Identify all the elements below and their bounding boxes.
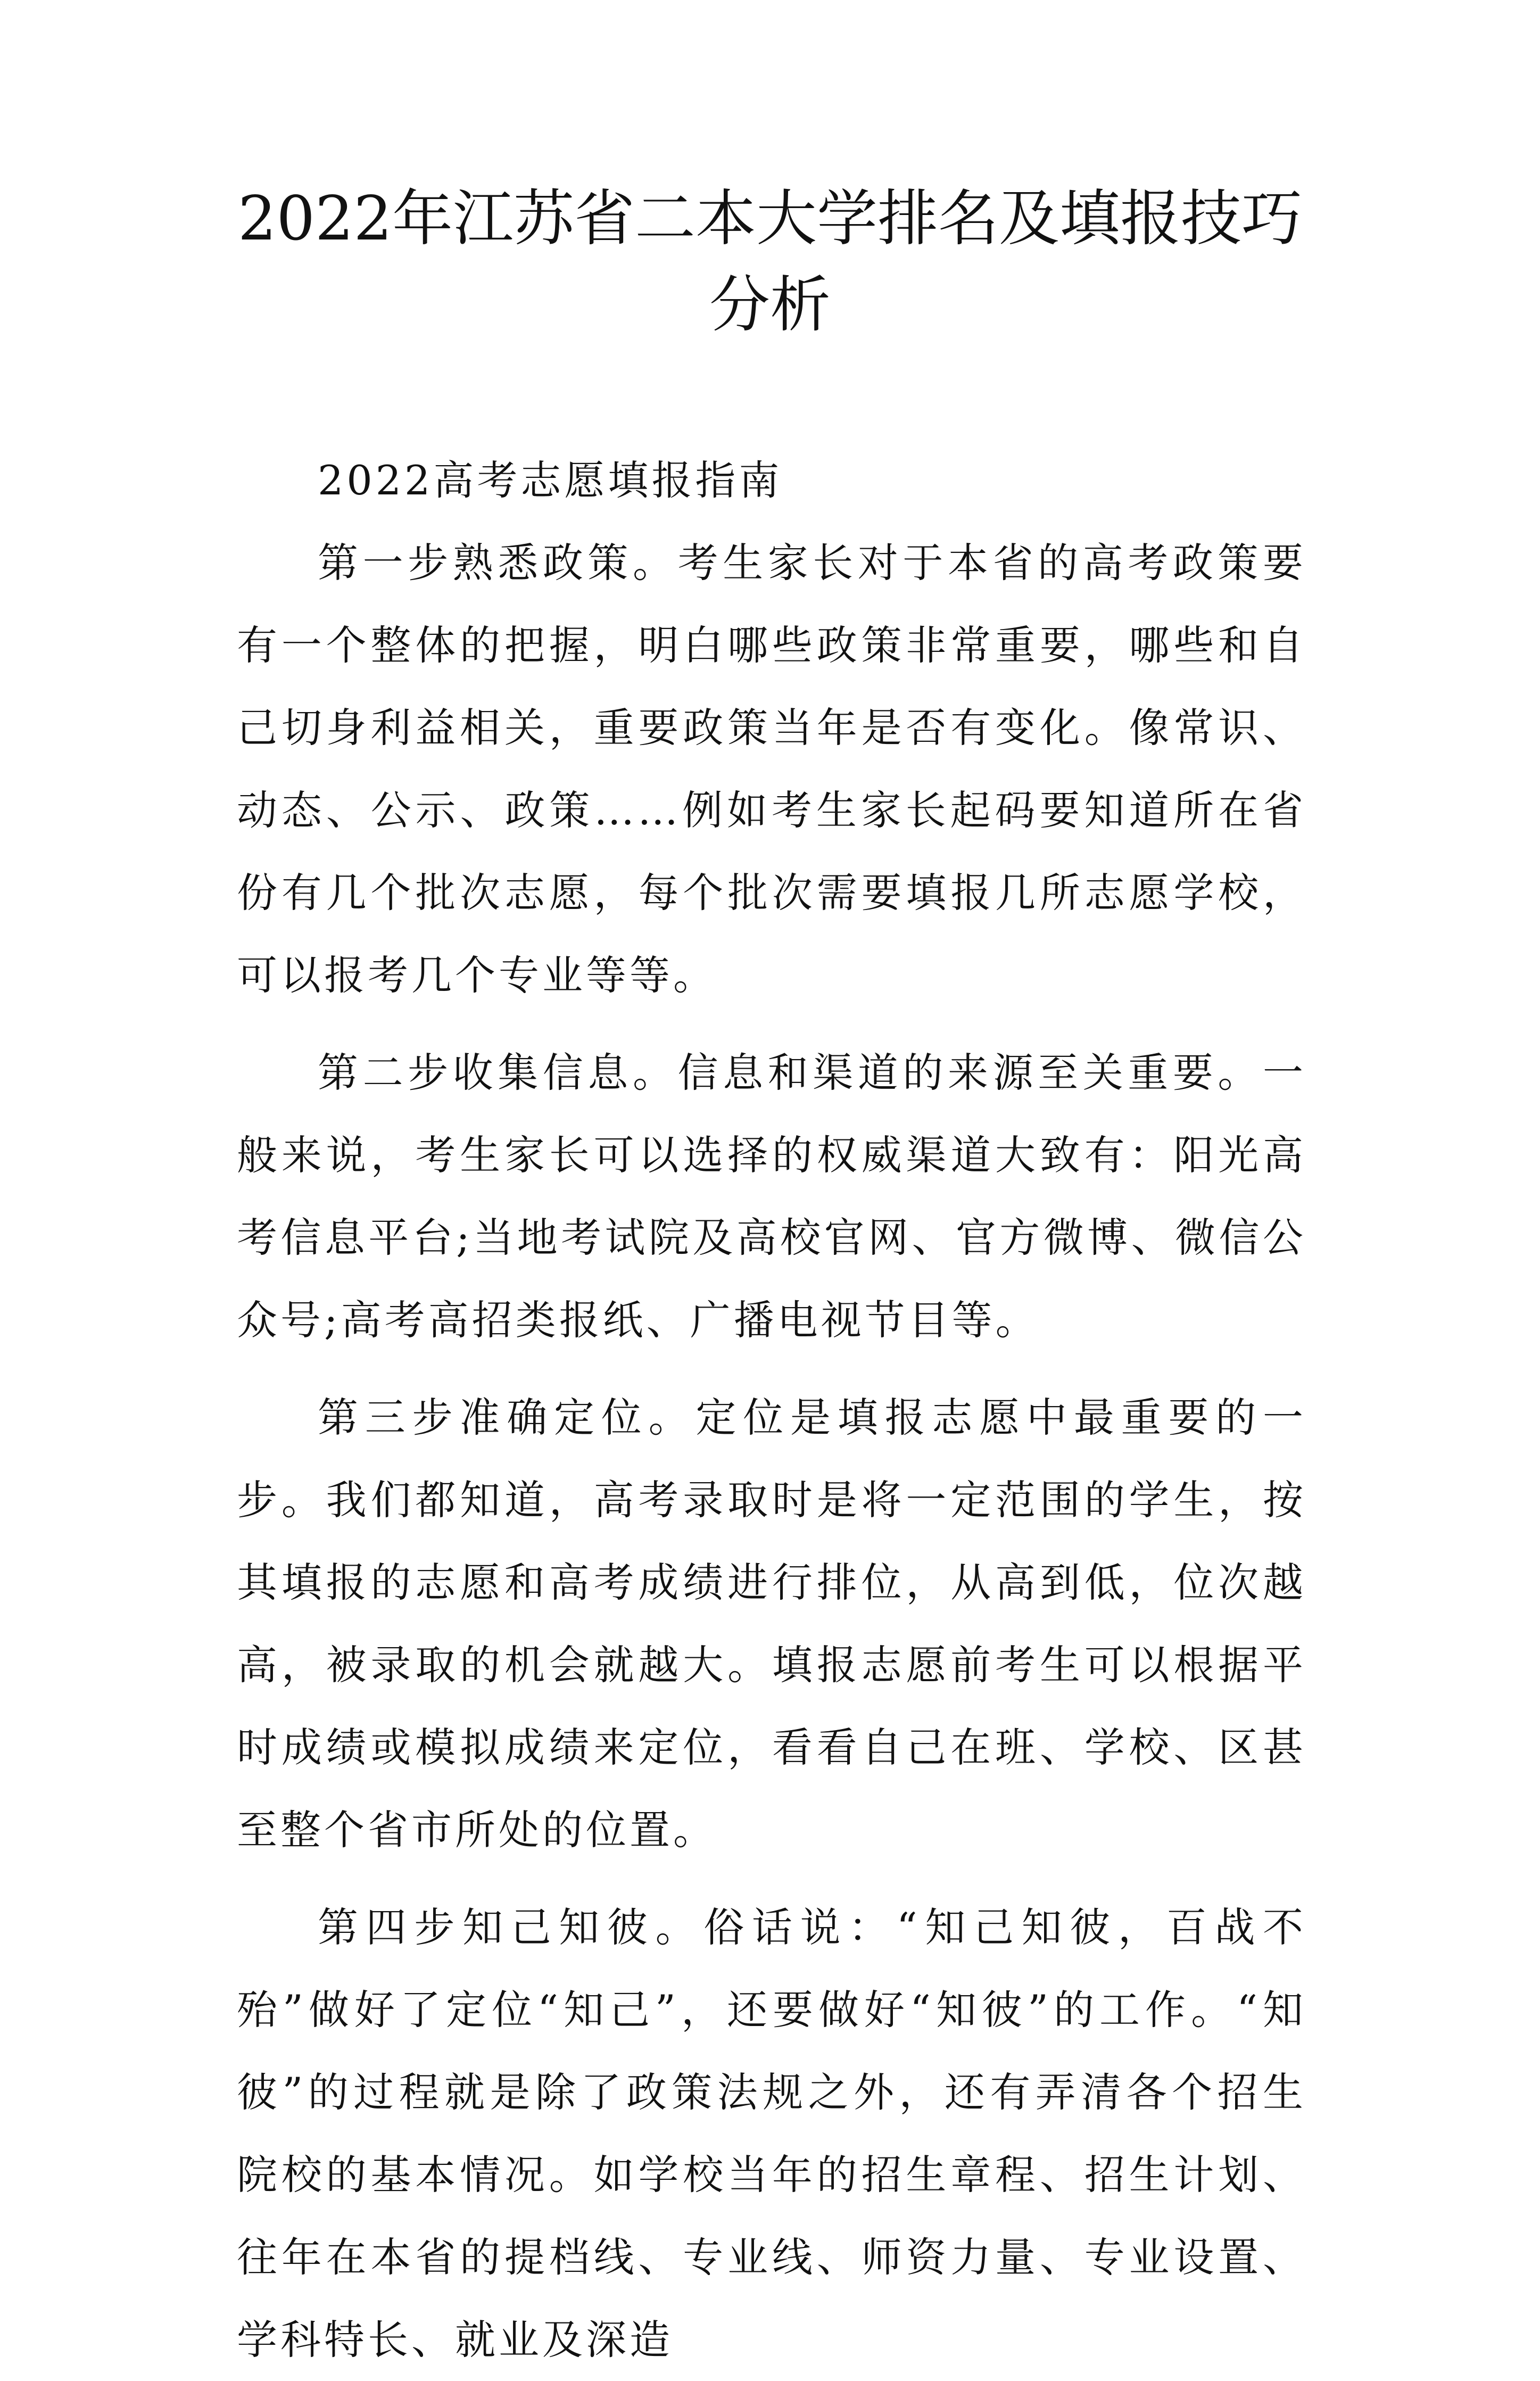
paragraph-step-1: 第一步熟悉政策。考生家长对于本省的高考政策要有一个整体的把握，明白哪些政策非常重要，哪些和自己切身利益相关，重要政策当年是否有变化。像常识、动态、公示、政策……例如考生家长起码要知道所在省份有几个批次志愿，每个批次需要填报几所志愿学校，可以报考几个专业等等。 [237, 539, 1306, 999]
document-body [237, 439, 1306, 2381]
guide-heading: 2022高考志愿填报指南 [318, 457, 783, 504]
document-title: 2022年江苏省二本大学排名及填报技巧分析 [237, 183, 1303, 340]
paragraph-step-2: 第二步收集信息。信息和渠道的来源至关重要。一般来说，考生家长可以选择的权威渠道大致有：阳光高考信息平台;当地考试院及高校官网、官方微博、微信公众号;高考高招类报纸、广播电视节目等。 [237, 1049, 1306, 1344]
paragraph-step-4: 第四步知己知彼。俗话说：“知己知彼，百战不殆”做好了定位“知己”，还要做好“知彼”的工作。“知彼”的过程就是除了政策法规之外，还有弄清各个招生院校的基本情况。如学校当年的招生章程、招生计划、往年在本省的提档线、专业线、师资力量、专业设置、学科特长、就业及深造 [237, 1904, 1306, 2363]
paragraph-step-3: 第三步准确定位。定位是填报志愿中最重要的一步。我们都知道，高考录取时是将一定范围的学生，按其填报的志愿和高考成绩进行排位，从高到低，位次越高，被录取的机会就越大。填报志愿前考生可以根据平时成绩或模拟成绩来定位，看看自己在班、学校、区甚至整个省市所处的位置。 [237, 1394, 1306, 1854]
